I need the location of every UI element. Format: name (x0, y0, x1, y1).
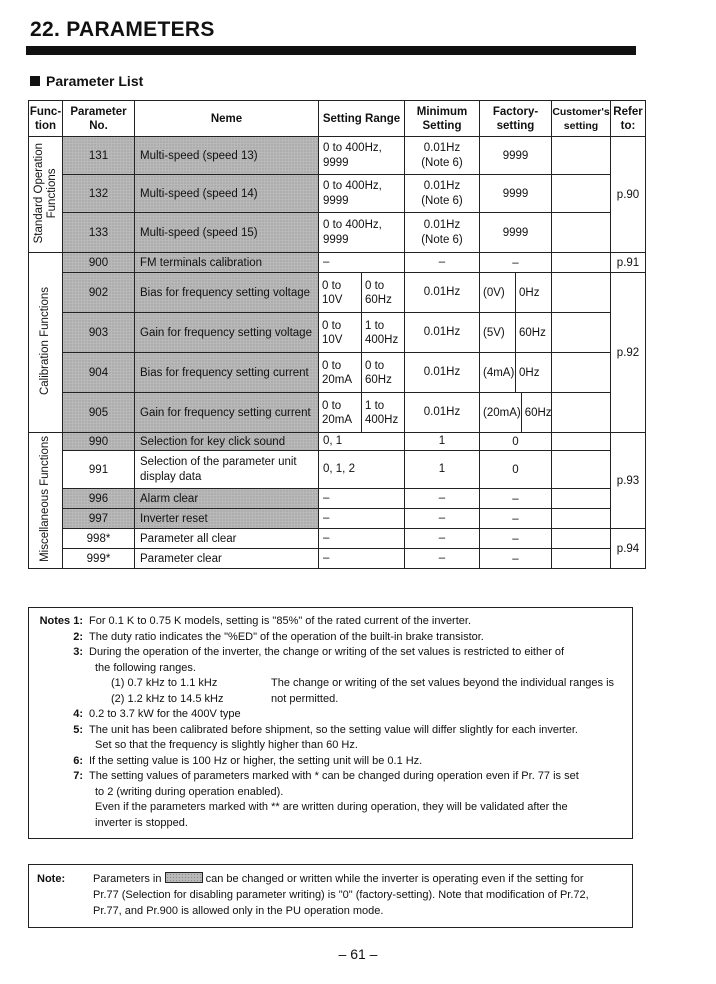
customer-setting (552, 489, 611, 509)
refer-page: p.93 (611, 433, 646, 529)
setting-range: 0 to 400Hz, 9999 (319, 213, 405, 253)
param-name: Gain for frequency setting current (135, 393, 319, 433)
customer-setting (552, 393, 611, 433)
note-3-range-1: (1) 0.7 kHz to 1.1 kHz The change or writing of the set values beyond the individual ranges is (111, 677, 615, 689)
shaded-swatch-icon (165, 872, 203, 883)
table-header-row (29, 101, 646, 137)
minimum-setting: 0.01Hz (Note 6) (405, 213, 480, 253)
factory-setting: 0 (480, 433, 552, 451)
param-name: Selection for key click sound (135, 433, 319, 451)
factory-setting: (0V) 0Hz (480, 273, 552, 313)
setting-range: – (319, 489, 405, 509)
note-3: 3: During the operation of the inverter, the change or writing of the set values is restricted to either of (73, 646, 565, 658)
setting-range: – (319, 549, 405, 569)
factory-setting: (5V) 60Hz (480, 313, 552, 353)
minimum-setting: 1 (405, 433, 480, 451)
setting-range: 0 to 20mA 1 to 400Hz (319, 393, 405, 433)
minimum-setting: 0.01Hz (Note 6) (405, 137, 480, 175)
header-function: Func- tion (29, 101, 63, 137)
header-param-no: Parameter No. (63, 101, 135, 137)
minimum-setting: – (405, 549, 480, 569)
param-no: 133 (63, 213, 135, 253)
minimum-setting: 0.01Hz (405, 393, 480, 433)
table-row (29, 509, 646, 529)
note-5: 5: The unit has been calibrated before shipment, so the setting value will differ slightly for each inverter. (73, 723, 578, 736)
minimum-setting: – (405, 253, 480, 273)
setting-range: 0 to 400Hz, 9999 (319, 137, 405, 175)
table-row (29, 137, 646, 175)
param-no: 132 (63, 175, 135, 213)
param-name: Gain for frequency setting voltage (135, 313, 319, 353)
refer-page: p.92 (611, 273, 646, 433)
setting-range: – (319, 529, 405, 549)
table-row (29, 451, 646, 489)
section-title: Parameter List (30, 73, 143, 89)
parameter-table (28, 100, 646, 569)
minimum-setting: 0.01Hz (405, 273, 480, 313)
param-no: 999* (63, 549, 135, 569)
customer-setting (552, 353, 611, 393)
customer-setting (552, 137, 611, 175)
square-bullet-icon (30, 76, 40, 86)
table-row (29, 529, 646, 549)
factory-setting: – (480, 489, 552, 509)
factory-setting: 0 (480, 451, 552, 489)
param-name: Parameter all clear (135, 529, 319, 549)
param-name: Bias for frequency setting current (135, 353, 319, 393)
category-standard: Standard Operation Functions (29, 137, 63, 253)
param-no: 997 (63, 509, 135, 529)
param-no: 131 (63, 137, 135, 175)
setting-range: – (319, 509, 405, 529)
param-no: 905 (63, 393, 135, 433)
factory-setting: – (480, 549, 552, 569)
param-name: Alarm clear (135, 489, 319, 509)
header-minimum-setting: Minimum Setting (405, 101, 480, 137)
table-row (29, 353, 646, 393)
customer-setting (552, 509, 611, 529)
notes-box: Notes 1: For 0.1 K to 0.75 K models, setting is "85%" of the rated current of the inverter. 2: The duty ratio indicates the "%ED" of the operation of the built-in brake transistor. 3: During the operation of the inverter, the change or writing of the set values is restricted to either of the following ranges. (1) 0.7 kHz to 1.1 kHz The change or writing of the set values beyond the individual ranges is (2) 1.2 kHz to 14.5 kHz not permitted. 4: 0.2 to 3.7 kW for the 400V type 5: The unit has been calibrated before shipment, so the setting value will differ slightly for each inverter. Set so that the frequency is slightly higher than 60 Hz. 6: If the setting value is 100 Hz or higher, the setting unit will be 0.1 Hz. 7: The setting values of parameters marked with * can be changed during operation even if Pr. 77 is set to 2 (writing during operation enabled). Even if the parameters marked with ** are written during operation, they will be validated after the inverter is stopped. (28, 607, 633, 839)
customer-setting (552, 549, 611, 569)
factory-setting: – (480, 529, 552, 549)
param-name: Multi-speed (speed 13) (135, 137, 319, 175)
minimum-setting: – (405, 529, 480, 549)
setting-range: 0, 1, 2 (319, 451, 405, 489)
factory-setting: – (480, 253, 552, 273)
header-customer-setting: Customer's setting (552, 101, 611, 137)
param-name: Multi-speed (speed 15) (135, 213, 319, 253)
setting-range: 0 to 10V 0 to 60Hz (319, 273, 405, 313)
page-number: – 61 – (338, 946, 378, 962)
note-box: Note: Parameters in can be changed or written while the inverter is operating even if the setting for Pr.77 (Selection for disabling parameter writing) is "0" (factory-setting). Note that modification of Pr.72, Pr.77, and Pr.900 is allowed only in the PU operation mode. (28, 864, 633, 928)
param-name: Multi-speed (speed 14) (135, 175, 319, 213)
customer-setting (552, 213, 611, 253)
minimum-setting: 1 (405, 451, 480, 489)
category-misc: Miscellaneous Functions (29, 433, 63, 569)
setting-range: – (319, 253, 405, 273)
minimum-setting: 0.01Hz (Note 6) (405, 175, 480, 213)
table-row (29, 313, 646, 353)
setting-range: 0 to 10V 1 to 400Hz (319, 313, 405, 353)
param-name: Bias for frequency setting voltage (135, 273, 319, 313)
table-row (29, 253, 646, 273)
factory-setting: (20mA) 60Hz (480, 393, 552, 433)
note-6: 6: If the setting value is 100 Hz or higher, the setting unit will be 0.1 Hz. (73, 754, 423, 767)
header-name: Neme (135, 101, 319, 137)
factory-setting: (4mA) 0Hz (480, 353, 552, 393)
customer-setting (552, 529, 611, 549)
customer-setting (552, 175, 611, 213)
note-2: 2: The duty ratio indicates the "%ED" of the operation of the built-in brake transistor. (73, 630, 484, 643)
setting-range: 0 to 20mA 0 to 60Hz (319, 353, 405, 393)
minimum-setting: 0.01Hz (405, 353, 480, 393)
category-calibration: Calibration Functions (29, 253, 63, 433)
param-no: 903 (63, 313, 135, 353)
param-no: 900 (63, 253, 135, 273)
table-row (29, 549, 646, 569)
chapter-title: 22. PARAMETERS (30, 18, 215, 41)
param-no: 990 (63, 433, 135, 451)
header-factory-setting: Factory- setting (480, 101, 552, 137)
note-3-range-2: (2) 1.2 kHz to 14.5 kHz not permitted. (111, 692, 339, 705)
header-setting-range: Setting Range (319, 101, 405, 137)
customer-setting (552, 273, 611, 313)
customer-setting (552, 451, 611, 489)
note-1: Notes 1: For 0.1 K to 0.75 K models, setting is "85%" of the rated current of the inverter. (39, 615, 472, 627)
factory-setting: – (480, 509, 552, 529)
customer-setting (552, 433, 611, 451)
refer-page: p.94 (611, 529, 646, 569)
param-no: 991 (63, 451, 135, 489)
param-no: 996 (63, 489, 135, 509)
minimum-setting: 0.01Hz (405, 313, 480, 353)
minimum-setting: – (405, 509, 480, 529)
param-no: 904 (63, 353, 135, 393)
param-name: Selection of the parameter unit display data (135, 451, 319, 489)
setting-range: 0, 1 (319, 433, 405, 451)
factory-setting: 9999 (480, 137, 552, 175)
param-name: Parameter clear (135, 549, 319, 569)
param-name: FM terminals calibration (135, 253, 319, 273)
customer-setting (552, 253, 611, 273)
param-no: 902 (63, 273, 135, 313)
table-row (29, 273, 646, 313)
note-4: 4: 0.2 to 3.7 kW for the 400V type (73, 708, 241, 720)
factory-setting: 9999 (480, 175, 552, 213)
table-row (29, 489, 646, 509)
param-no: 998* (63, 529, 135, 549)
customer-setting (552, 313, 611, 353)
table-row (29, 393, 646, 433)
setting-range: 0 to 400Hz, 9999 (319, 175, 405, 213)
header-refer-to: Refer to: (611, 101, 646, 137)
refer-page: p.91 (611, 253, 646, 273)
minimum-setting: – (405, 489, 480, 509)
table-row (29, 175, 646, 213)
refer-page: p.90 (611, 137, 646, 253)
chapter-rule (26, 46, 636, 55)
factory-setting: 9999 (480, 213, 552, 253)
param-name: Inverter reset (135, 509, 319, 529)
note-7: 7: The setting values of parameters marked with * can be changed during operation even if Pr. 77 is set (73, 770, 579, 782)
table-row (29, 433, 646, 451)
table-row (29, 213, 646, 253)
